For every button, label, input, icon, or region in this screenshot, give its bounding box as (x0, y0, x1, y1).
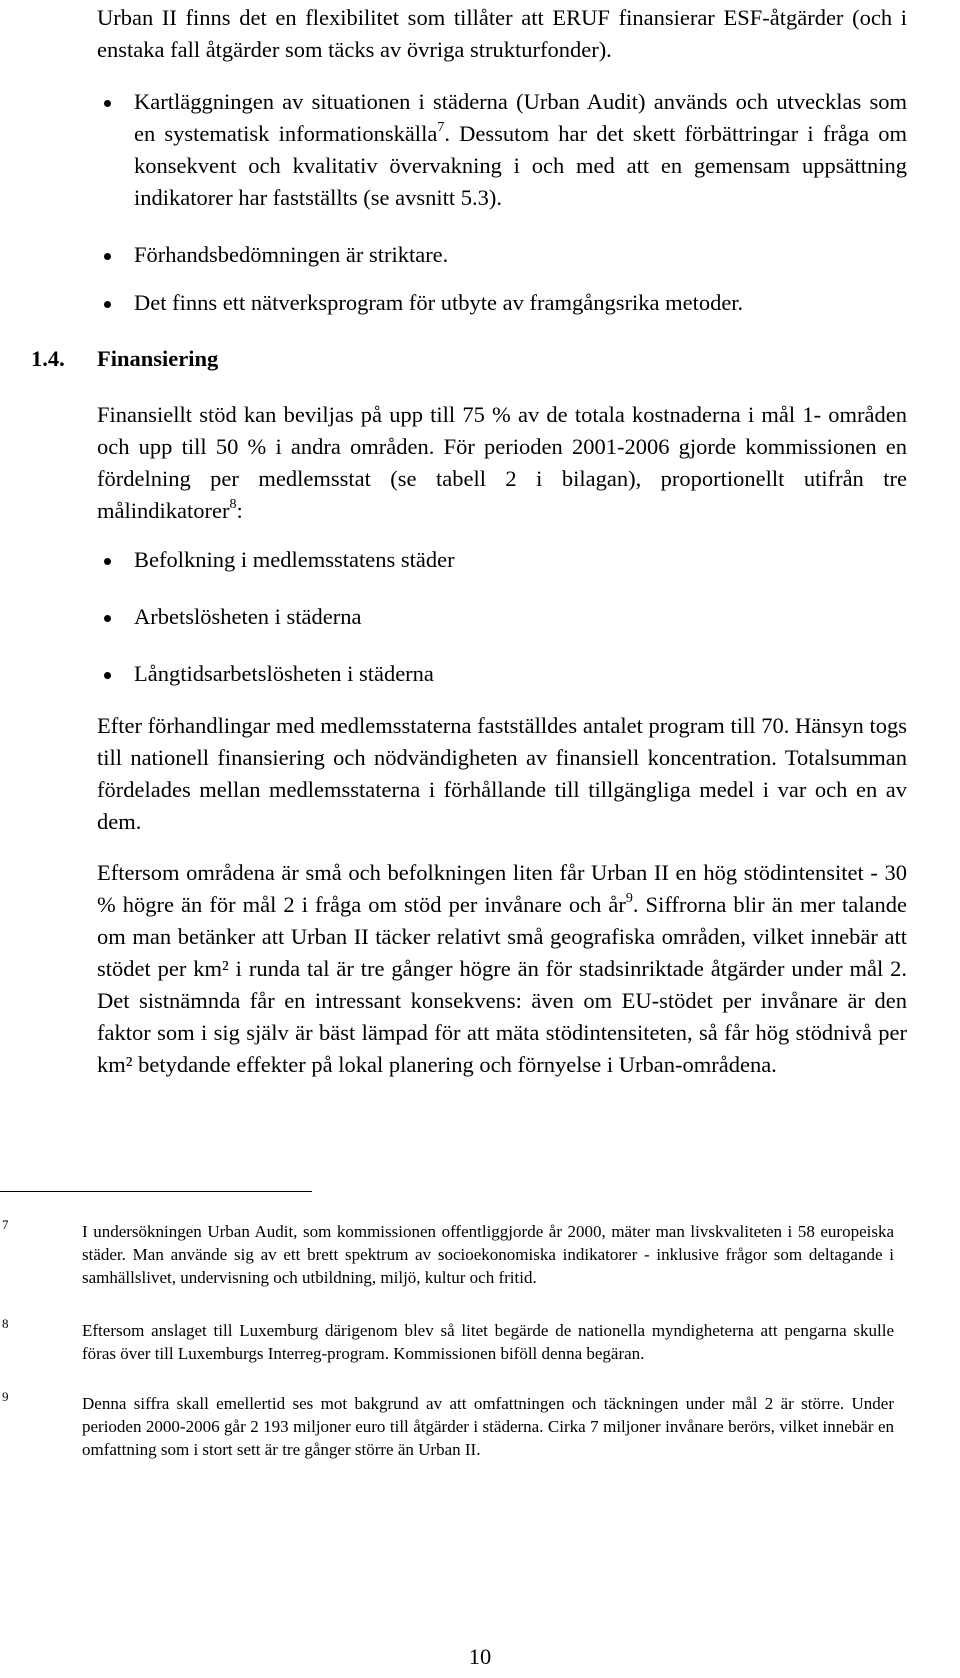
bullet-network (97, 287, 907, 319)
bullet-icon (104, 558, 111, 565)
bullet-text: Befolkning i medlemsstatens städer (134, 547, 455, 572)
section-heading (31, 343, 218, 375)
bullet-text: Arbetslösheten i städerna (134, 604, 362, 629)
bullet-text: Kartläggningen av situationen i städerna (Urban Audit) används och utvecklas som en systematisk informationskälla$^7$. Dessutom har det skett förbättringar i fråga om konsekvent och kvalitativ övervakning i och med att en gemensam uppsättning indikatorer har fastställts (se avsnitt 5.3). (134, 89, 907, 210)
footnote-ref-8[interactable]: 8 (229, 496, 237, 512)
intro-paragraph: Urban II finns det en flexibilitet som tillåter att ERUF finansierar ESF-åtgärder (och i enstaka fall åtgärder som täcks av övriga strukturfonder). (97, 5, 907, 62)
bullet-icon (104, 100, 111, 107)
bullet-ex-ante (97, 239, 907, 271)
bullet-icon (104, 672, 111, 679)
footnote-text: I undersökningen Urban Audit, som kommissionen offentliggjorde år 2000, mäter man livskvaliteten i 58 europeiska städer. Man använde sig av ett brett spektrum av socioekonomiska indikatorer - inklusive frågor som deltagande i samhällslivet, undervisning och utbildning, miljö, kultur och fritid. (82, 1222, 894, 1287)
footnote-separator (0, 1191, 312, 1192)
bullet-icon (104, 301, 111, 308)
footnote-mark: 9 (2, 1389, 9, 1404)
page-number: 10 (468, 1644, 492, 1669)
footnote-mark: 8 (2, 1316, 9, 1331)
bullet-indicator-longterm (97, 658, 907, 690)
section-title: Finansiering (97, 346, 219, 371)
bullet-text: Det finns ett nätverksprogram för utbyte av framgångsrika metoder. (134, 290, 744, 315)
footnote-ref-9[interactable]: 9 (625, 890, 633, 906)
intensity-paragraph: Eftersom områdena är små och befolkningen liten får Urban II en hög stödintensitet - 30 % högre än för mål 2 i fråga om stöd per invånare och $år^9$. Siffrorna blir än mer talande om man betänker att Urban II täcker relativt små geografiska områden, vilket innebär att stödet per km² i runda tal är tre gånger högre än för stadsinriktade åtgärder under mål 2. Det sistnämnda får en intressant konsekvens: även om EU-stödet per invånare är den faktor som i sig själv är bäst lämpad för att mäta stödintensiteten, så får hög stödnivå per km² betydande effekter på lokal planering och förnyelse i Urban-områdena. (97, 860, 907, 1077)
bullet-indicator-unemployment (97, 601, 907, 633)
negotiations-paragraph: Efter förhandlingar med medlemsstaterna fastställdes antalet program till 70. Hänsyn togs till nationell finansiering och nödvändigheten av finansiell koncentration. Totalsumman fördelades mellan medlemsstaterna i förhållande till tillgängliga medel i var och en av dem. (97, 713, 907, 834)
footnote-mark: 7 (2, 1217, 9, 1232)
footnote-ref-7[interactable]: 7 (437, 119, 445, 135)
bullet-urban-audit (97, 86, 907, 214)
bullet-text: Långtidsarbetslösheten i städerna (134, 661, 434, 686)
section-number: 1.4. (31, 346, 65, 371)
bullet-indicator-population (97, 544, 907, 576)
bullet-icon (104, 615, 111, 622)
footnote-text: Denna siffra skall emellertid ses mot bakgrund av att omfattningen och täckningen under mål 2 är större. Under perioden 2000-2006 går 2 193 miljoner euro till åtgärder i städerna. Cirka 7 miljoner invånare berörs, vilket innebär en omfattning som i stort sett är tre gånger större än Urban II. (82, 1394, 894, 1459)
bullet-icon (104, 253, 111, 260)
bullet-text: Förhandsbedömningen är striktare. (134, 242, 449, 267)
financing-paragraph: Finansiellt stöd kan beviljas på upp till 75 % av de totala kostnaderna i mål 1- områden och upp till 50 % i andra områden. För perioden 2001-2006 gjorde kommissionen en fördelning per medlemsstat (se tabell 2 i bilagan), proportionellt utifrån tre målindikatorer$^8$: (97, 402, 907, 523)
footnote-text: Eftersom anslaget till Luxemburg därigenom blev så litet begärde de nationella myndigheterna att pengarna skulle föras över till Luxemburgs Interreg-program. Kommissionen biföll denna begäran. (82, 1321, 894, 1363)
